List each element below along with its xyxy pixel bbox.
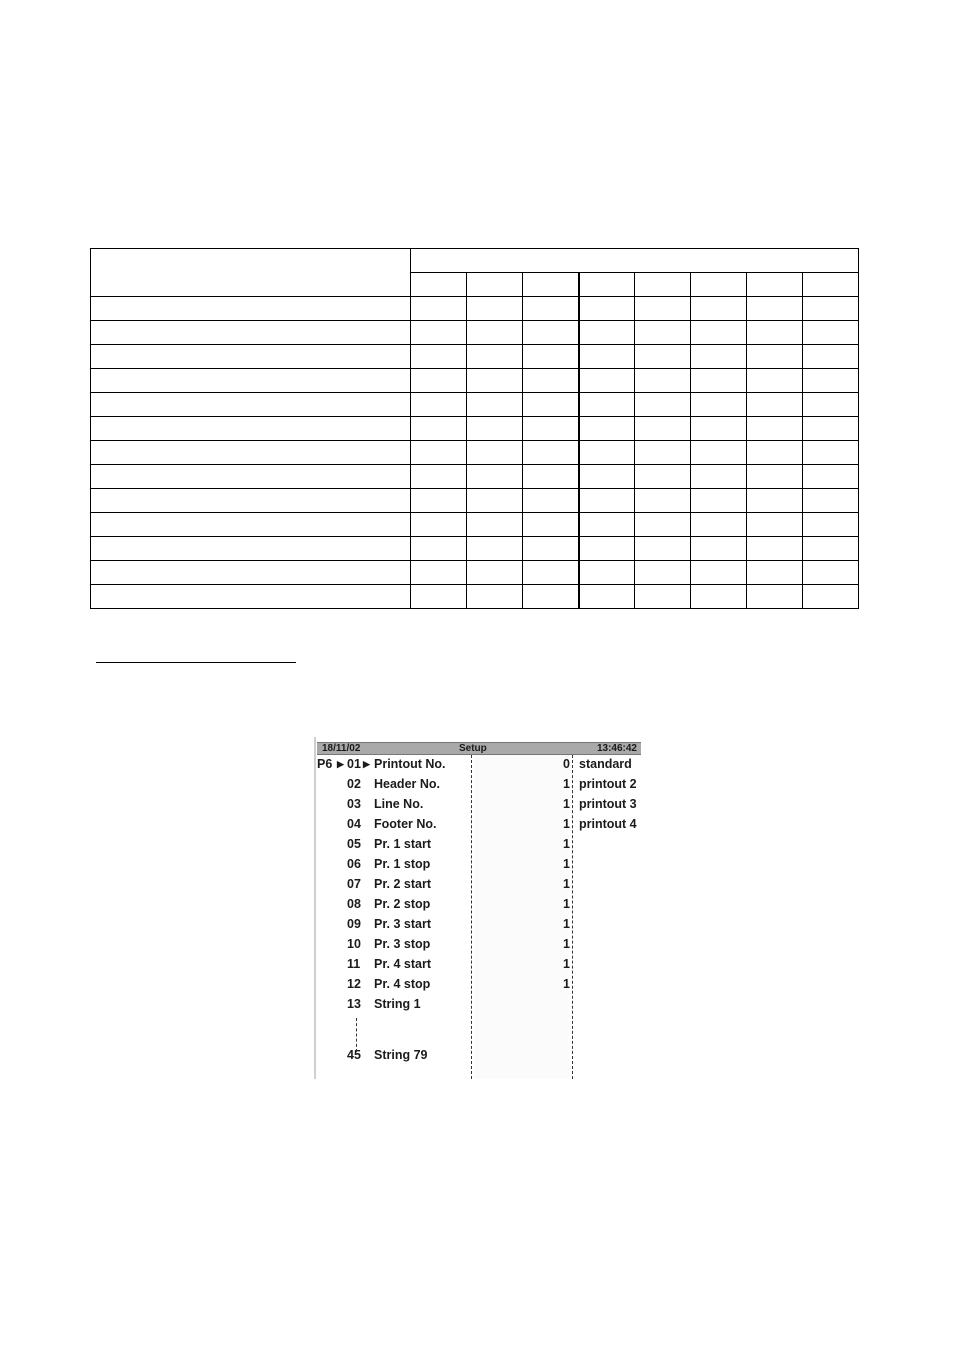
value-cell: [579, 393, 635, 417]
value-cell: [579, 537, 635, 561]
parameter-row[interactable]: [314, 756, 642, 772]
value-cell: [411, 537, 467, 561]
subheader-cell: [803, 273, 859, 297]
parameter-number: 02: [347, 777, 361, 791]
header-label-cell: [91, 249, 411, 297]
value-cell: [635, 297, 691, 321]
value-cell: [691, 537, 747, 561]
value-cell: [411, 561, 467, 585]
value-cell: [411, 297, 467, 321]
parameter-row[interactable]: [314, 976, 642, 992]
row-label-cell: [91, 585, 411, 609]
value-cell: [467, 585, 523, 609]
value-cell: [635, 537, 691, 561]
value-cell: [579, 441, 635, 465]
value-cell: [635, 465, 691, 489]
value-cell: [467, 321, 523, 345]
value-cell: [579, 321, 635, 345]
subheader-cell: [635, 273, 691, 297]
parameter-label: Pr. 2 start: [374, 877, 431, 891]
value-cell: [747, 297, 803, 321]
value-cell: [411, 585, 467, 609]
screen-titlebar: [317, 742, 641, 755]
value-cell: [579, 369, 635, 393]
setup-screen: [314, 737, 642, 1079]
parameter-option: standard: [579, 757, 632, 771]
parameter-row[interactable]: [314, 796, 642, 812]
parameter-value: 1: [563, 957, 570, 971]
parameter-row[interactable]: [314, 836, 642, 852]
value-cell: [635, 513, 691, 537]
parameter-row[interactable]: [314, 996, 642, 1012]
parameter-value: 1: [563, 977, 570, 991]
value-cell: [467, 513, 523, 537]
value-cell: [579, 489, 635, 513]
parameter-label: Pr. 3 start: [374, 917, 431, 931]
parameter-row[interactable]: [314, 856, 642, 872]
table-row: [91, 489, 859, 513]
value-cell: [523, 561, 579, 585]
parameter-value: 1: [563, 777, 570, 791]
parameter-number: 13: [347, 997, 361, 1011]
value-cell: [691, 321, 747, 345]
value-cell: [523, 489, 579, 513]
parameter-label: Pr. 1 start: [374, 837, 431, 851]
parameter-label: Footer No.: [374, 817, 437, 831]
value-cell: [467, 345, 523, 369]
value-cell: [411, 465, 467, 489]
value-cell: [691, 345, 747, 369]
parameter-label: Pr. 3 stop: [374, 937, 431, 951]
parameter-option: printout 4: [579, 817, 637, 831]
value-cell: [691, 393, 747, 417]
table-row: [91, 537, 859, 561]
table-row: [91, 345, 859, 369]
value-cell: [411, 513, 467, 537]
row-label-cell: [91, 297, 411, 321]
value-cell: [803, 561, 859, 585]
value-cell: [467, 369, 523, 393]
subheader-cell: [467, 273, 523, 297]
value-cell: [803, 345, 859, 369]
value-cell: [523, 345, 579, 369]
value-cell: [467, 393, 523, 417]
row-label-cell: [91, 465, 411, 489]
empty-config-table: [90, 248, 859, 609]
subheader-cell: [579, 273, 635, 297]
parameter-value: 0: [563, 757, 570, 771]
row-label-cell: [91, 513, 411, 537]
parameter-label: Printout No.: [374, 757, 446, 771]
value-cell: [579, 561, 635, 585]
value-cell: [523, 393, 579, 417]
value-cell: [691, 513, 747, 537]
value-cell: [691, 441, 747, 465]
parameter-row[interactable]: [314, 936, 642, 952]
parameter-value: 1: [563, 917, 570, 931]
table-row: [91, 561, 859, 585]
value-cell: [635, 345, 691, 369]
parameter-number: 45: [347, 1048, 361, 1062]
value-cell: [467, 537, 523, 561]
value-cell: [691, 489, 747, 513]
value-cell: [579, 345, 635, 369]
screen-title: Setup: [459, 743, 487, 754]
table-row: [91, 369, 859, 393]
parameter-label: Pr. 2 stop: [374, 897, 431, 911]
value-cell: [747, 537, 803, 561]
value-cell: [467, 561, 523, 585]
value-cell: [747, 417, 803, 441]
value-cell: [691, 417, 747, 441]
parameter-label: Line No.: [374, 797, 424, 811]
value-cell: [467, 465, 523, 489]
parameter-label: Pr. 1 stop: [374, 857, 431, 871]
value-cell: [803, 465, 859, 489]
table-header-row: [91, 249, 859, 273]
parameter-value: 1: [563, 797, 570, 811]
value-cell: [523, 537, 579, 561]
value-cell: [635, 321, 691, 345]
parameter-label: String 79: [374, 1048, 428, 1062]
value-cell: [747, 441, 803, 465]
value-cell: [579, 585, 635, 609]
value-cell: [635, 369, 691, 393]
value-cell: [411, 321, 467, 345]
value-cell: [411, 489, 467, 513]
value-cell: [635, 393, 691, 417]
row-label-cell: [91, 489, 411, 513]
value-cell: [579, 465, 635, 489]
value-cell: [691, 561, 747, 585]
parameter-row[interactable]: [314, 916, 642, 932]
value-cell: [467, 417, 523, 441]
row-label-cell: [91, 345, 411, 369]
value-cell: [803, 369, 859, 393]
value-cell: [635, 585, 691, 609]
value-cell: [747, 489, 803, 513]
value-cell: [411, 441, 467, 465]
value-cell: [803, 585, 859, 609]
value-cell: [747, 585, 803, 609]
parameter-number: 05: [347, 837, 361, 851]
value-cell: [803, 417, 859, 441]
value-cell: [691, 465, 747, 489]
parameter-number: 03: [347, 797, 361, 811]
value-cell: [523, 513, 579, 537]
value-cell: [747, 369, 803, 393]
value-cell: [523, 321, 579, 345]
table-row: [91, 297, 859, 321]
parameter-row[interactable]: [314, 876, 642, 892]
caret-right-icon: ▶: [363, 759, 370, 769]
value-cell: [523, 441, 579, 465]
parameter-value: 1: [563, 837, 570, 851]
parameter-number: 07: [347, 877, 361, 891]
parameter-row[interactable]: [314, 896, 642, 912]
value-cell: [803, 393, 859, 417]
parameter-value: 1: [563, 857, 570, 871]
value-cell: [747, 345, 803, 369]
value-cell: [803, 441, 859, 465]
value-cell: [579, 297, 635, 321]
subheader-cell: [523, 273, 579, 297]
value-cell: [635, 561, 691, 585]
value-cell: [635, 417, 691, 441]
value-cell: [747, 465, 803, 489]
table-row: [91, 441, 859, 465]
parameter-label: String 1: [374, 997, 421, 1011]
row-label-cell: [91, 417, 411, 441]
parameter-number: 04: [347, 817, 361, 831]
value-cell: [467, 441, 523, 465]
value-cell: [467, 297, 523, 321]
table-row: [91, 393, 859, 417]
parameter-row[interactable]: [314, 776, 642, 792]
header-group-cell: [411, 249, 859, 273]
value-cell: [803, 489, 859, 513]
value-cell: [747, 393, 803, 417]
value-cell: [747, 321, 803, 345]
parameter-number: 11: [347, 957, 361, 971]
parameter-value: 1: [563, 937, 570, 951]
parameter-option: printout 3: [579, 797, 637, 811]
value-cell: [467, 489, 523, 513]
parameter-row[interactable]: [314, 956, 642, 972]
value-cell: [523, 417, 579, 441]
parameter-option: printout 2: [579, 777, 637, 791]
parameter-number: 09: [347, 917, 361, 931]
value-cell: [635, 489, 691, 513]
table-row: [91, 321, 859, 345]
parameter-number: 12: [347, 977, 361, 991]
subheader-cell: [411, 273, 467, 297]
value-cell: [803, 297, 859, 321]
value-cell: [747, 513, 803, 537]
table-row: [91, 513, 859, 537]
value-cell: [411, 417, 467, 441]
parameter-label: Header No.: [374, 777, 440, 791]
parameter-row[interactable]: [314, 816, 642, 832]
screen-date: 18/11/02: [322, 743, 361, 754]
value-cell: [523, 297, 579, 321]
caret-right-icon: ▶: [337, 759, 344, 769]
parameter-value: 1: [563, 877, 570, 891]
table-row: [91, 585, 859, 609]
parameter-group-label: P6: [317, 757, 333, 771]
parameter-label: Pr. 4 stop: [374, 977, 431, 991]
parameter-value: 1: [563, 817, 570, 831]
table-row: [91, 465, 859, 489]
section-heading-underline: [96, 662, 296, 663]
subheader-cell: [747, 273, 803, 297]
row-label-cell: [91, 537, 411, 561]
parameter-number: 06: [347, 857, 361, 871]
row-label-cell: [91, 369, 411, 393]
value-cell: [523, 369, 579, 393]
value-cell: [579, 417, 635, 441]
value-cell: [523, 585, 579, 609]
value-cell: [691, 369, 747, 393]
value-cell: [803, 513, 859, 537]
value-cell: [747, 561, 803, 585]
parameter-number: 01: [347, 757, 361, 771]
value-cell: [803, 537, 859, 561]
table-row: [91, 417, 859, 441]
value-cell: [691, 297, 747, 321]
value-cell: [523, 465, 579, 489]
value-cell: [579, 513, 635, 537]
value-cell: [691, 585, 747, 609]
value-cell: [411, 369, 467, 393]
parameter-row[interactable]: [314, 1047, 642, 1063]
value-cell: [411, 345, 467, 369]
row-label-cell: [91, 393, 411, 417]
row-label-cell: [91, 441, 411, 465]
value-cell: [411, 393, 467, 417]
parameter-number: 10: [347, 937, 361, 951]
value-cell: [635, 441, 691, 465]
row-label-cell: [91, 561, 411, 585]
row-label-cell: [91, 321, 411, 345]
subheader-cell: [691, 273, 747, 297]
parameter-value: 1: [563, 897, 570, 911]
value-cell: [803, 321, 859, 345]
parameter-label: Pr. 4 start: [374, 957, 431, 971]
screen-time: 13:46:42: [596, 743, 637, 754]
list-ellipsis: [356, 1018, 357, 1052]
parameter-number: 08: [347, 897, 361, 911]
